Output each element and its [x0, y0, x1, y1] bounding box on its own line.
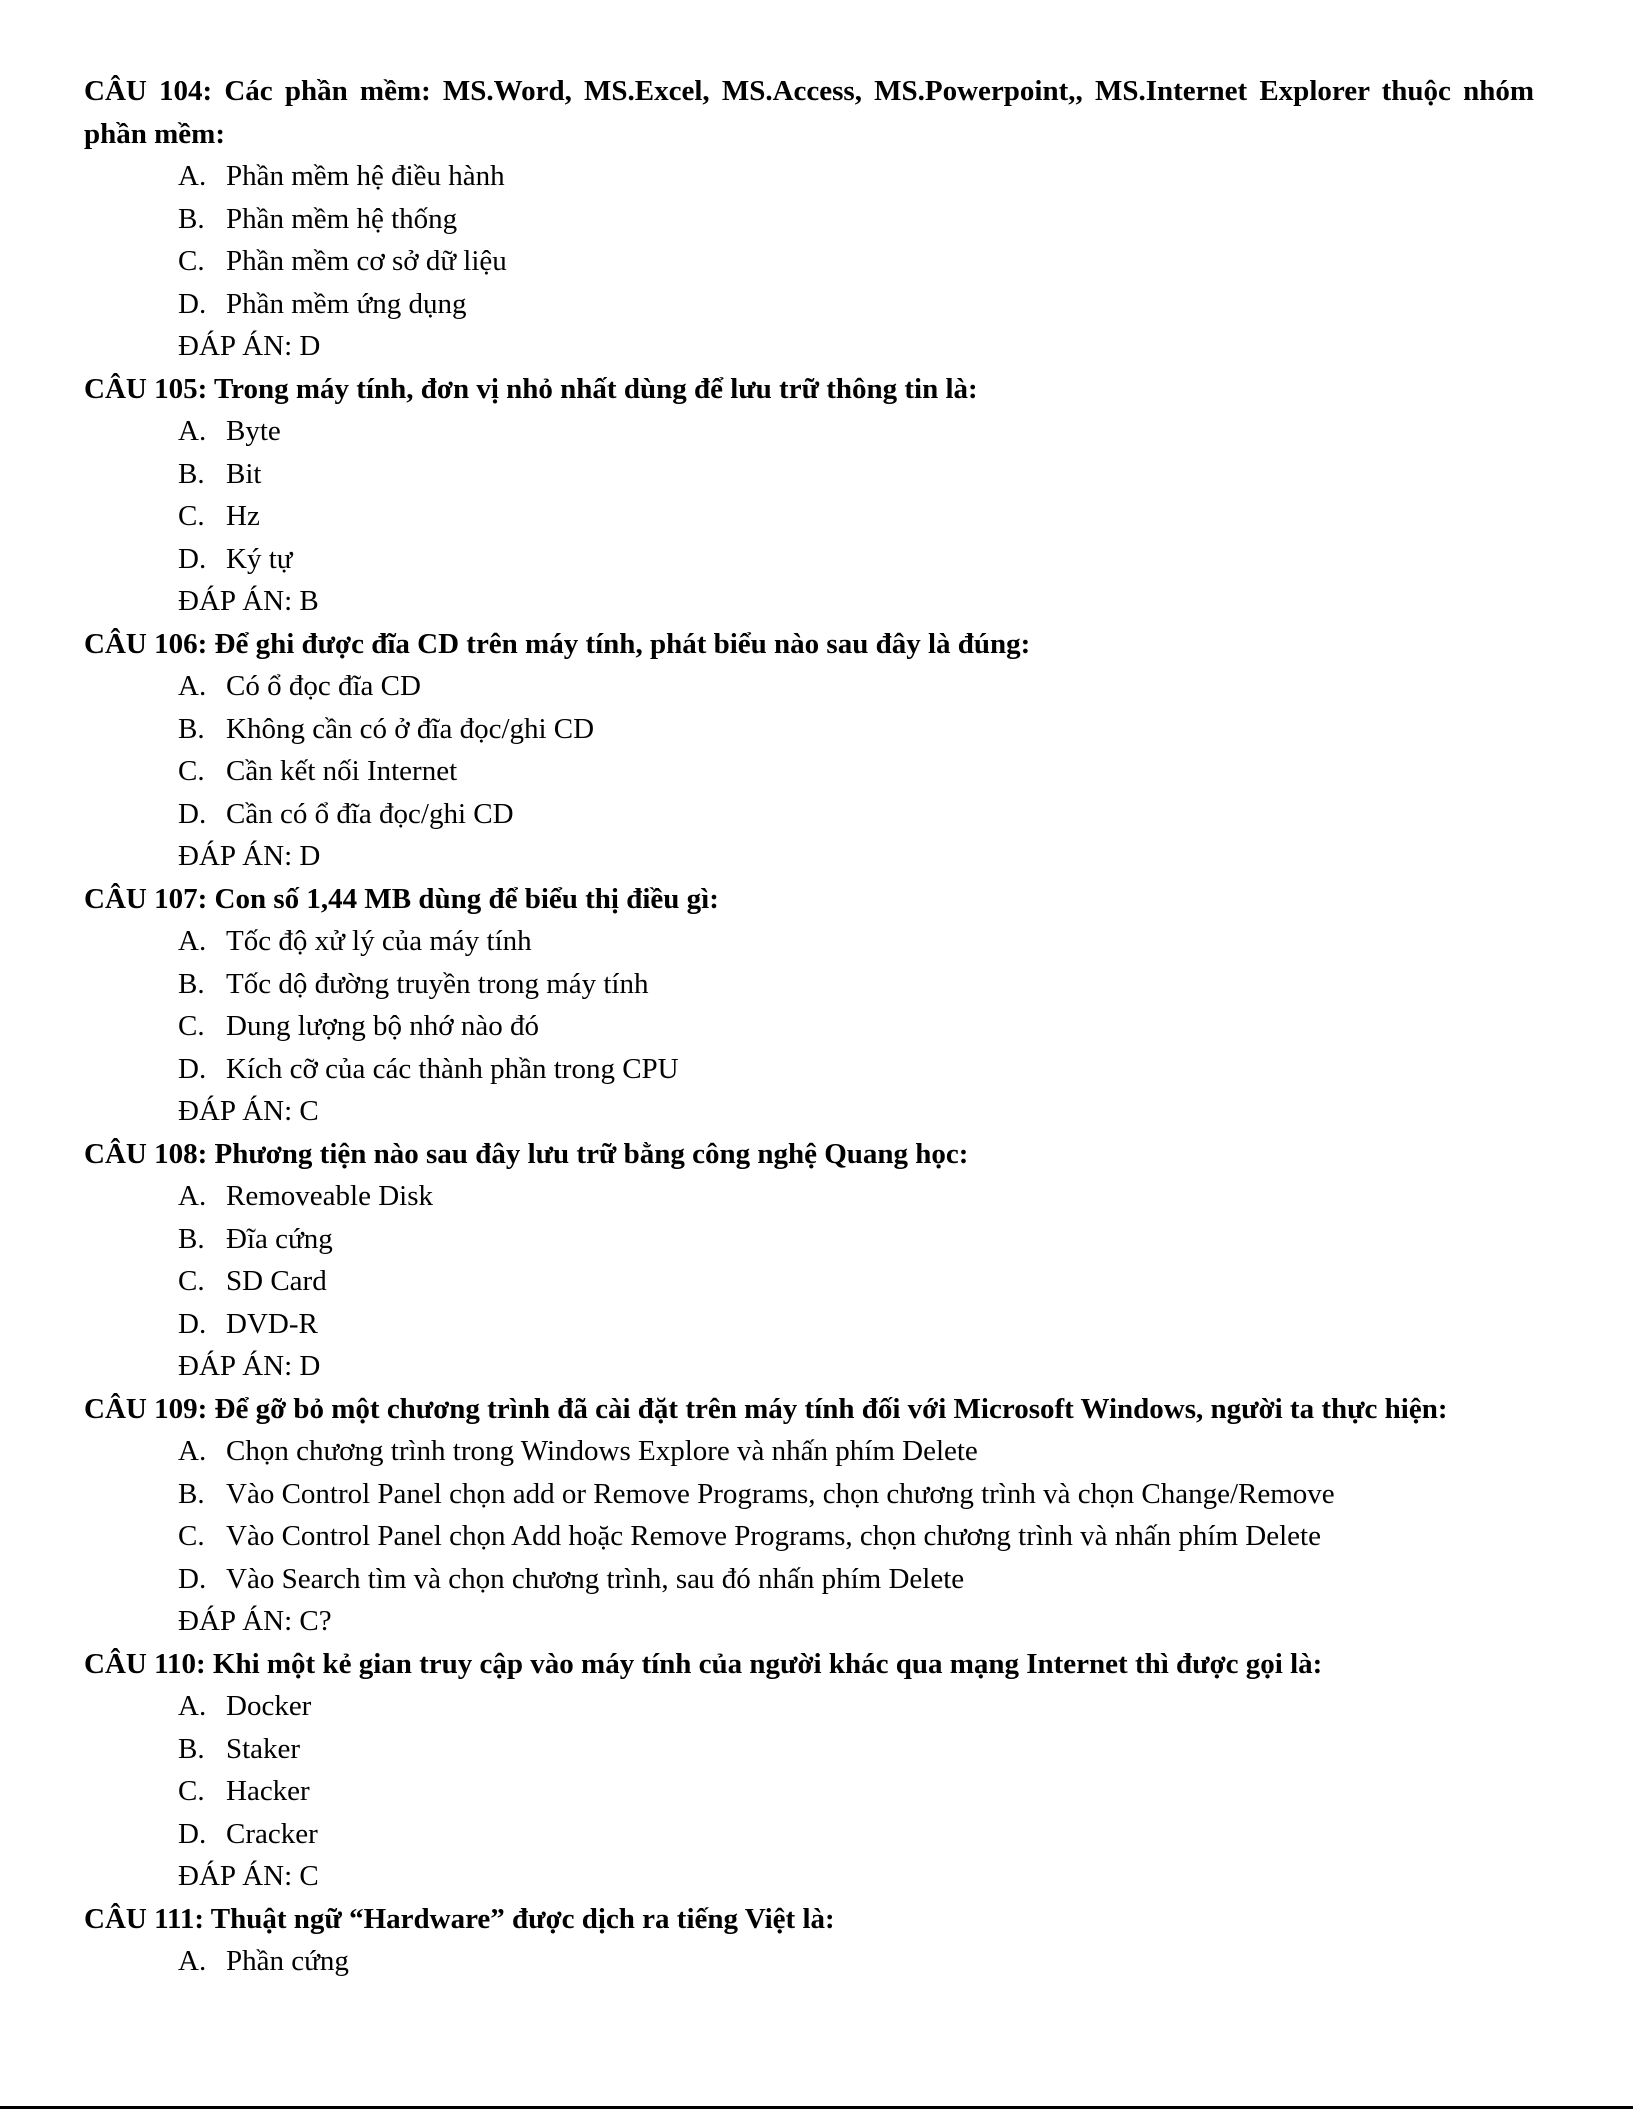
option-text: Vào Search tìm và chọn chương trình, sau đó nhấn phím Delete: [226, 1562, 965, 1595]
question-text: [84, 1898, 1534, 1941]
option-letter: D.: [178, 1562, 207, 1595]
option-b: [178, 1473, 1534, 1516]
option-letter: A.: [178, 1690, 207, 1722]
answer-key: ĐÁP ÁN: C?: [178, 1605, 332, 1637]
option-a: [178, 1430, 1534, 1473]
page-bottom-border: [0, 2106, 1633, 2109]
option-list: [84, 155, 1534, 325]
option-text: Phần cứng: [226, 1945, 349, 1977]
option-b: [178, 1218, 1534, 1261]
option-text: Hacker: [226, 1775, 310, 1807]
option-letter: C.: [178, 245, 205, 277]
option-b: [178, 708, 1534, 751]
option-letter: C.: [178, 755, 205, 787]
option-c: [178, 1005, 1534, 1048]
option-list: [84, 920, 1534, 1090]
option-c: [178, 1260, 1534, 1303]
option-list: [84, 1430, 1534, 1600]
option-b: [178, 1728, 1534, 1771]
option-d: [178, 283, 1534, 326]
option-letter: A.: [178, 160, 207, 192]
question-block: [84, 1388, 1534, 1643]
option-list: [84, 665, 1534, 835]
option-letter: C.: [178, 500, 205, 532]
option-a: [178, 1175, 1534, 1218]
option-text: Ký tự: [226, 542, 293, 575]
question-number: CÂU 111:: [84, 1902, 205, 1935]
answer-key: ĐÁP ÁN: D: [178, 1350, 321, 1382]
option-text: SD Card: [226, 1265, 327, 1297]
answer-key: ĐÁP ÁN: C: [178, 1095, 319, 1127]
option-letter: C.: [178, 1265, 205, 1297]
question-prompt: Thuật ngữ “Hardware” được dịch ra tiếng Việt là:: [210, 1902, 835, 1935]
option-letter: B.: [178, 967, 205, 1000]
option-text: Vào Control Panel chọn Add hoặc Remove Programs, chọn chương trình và nhấn phím Delete: [226, 1520, 1321, 1552]
option-letter: A.: [178, 1180, 207, 1212]
option-text: Phần mềm cơ sở dữ liệu: [226, 245, 507, 277]
option-text: Tốc độ xử lý của máy tính: [226, 925, 532, 957]
question-block: [84, 878, 1534, 1133]
question-number: CÂU 108:: [84, 1137, 208, 1170]
question-prompt: Để gỡ bỏ một chương trình đã cài đặt trên máy tính đối với Microsoft Windows, người ta thực hiện:: [214, 1392, 1448, 1425]
option-text: Dung lượng bộ nhớ nào đó: [226, 1010, 540, 1042]
option-a: [178, 1685, 1534, 1728]
question-block: [84, 623, 1534, 878]
option-letter: B.: [178, 457, 205, 490]
option-letter: D.: [178, 542, 207, 575]
option-letter: A.: [178, 1945, 207, 1977]
question-block: [84, 1643, 1534, 1898]
option-d: [178, 538, 1534, 581]
option-text: Đĩa cứng: [226, 1222, 333, 1255]
option-letter: A.: [178, 1435, 207, 1467]
option-b: [178, 963, 1534, 1006]
option-letter: D.: [178, 1307, 207, 1340]
question-number: CÂU 109:: [84, 1392, 208, 1425]
option-letter: B.: [178, 1477, 205, 1510]
option-letter: B.: [178, 1732, 205, 1765]
answer-key: ĐÁP ÁN: D: [178, 330, 321, 362]
question-number: CÂU 106:: [84, 627, 208, 660]
option-text: Cần có ổ đĩa đọc/ghi CD: [226, 797, 514, 830]
option-text: Byte: [226, 415, 281, 447]
option-text: Chọn chương trình trong Windows Explore và nhấn phím Delete: [226, 1435, 978, 1467]
option-text: Removeable Disk: [226, 1180, 433, 1212]
question-number: CÂU 104:: [84, 75, 213, 107]
option-a: [178, 920, 1534, 963]
option-letter: C.: [178, 1775, 205, 1807]
question-text: [84, 70, 1534, 155]
option-d: [178, 1303, 1534, 1346]
option-text: Tốc dộ đường truyền trong máy tính: [226, 967, 649, 1000]
option-d: [178, 1048, 1534, 1091]
question-prompt: Để ghi được đĩa CD trên máy tính, phát biểu nào sau đây là đúng:: [214, 627, 1031, 660]
option-text: Vào Control Panel chọn add or Remove Programs, chọn chương trình và chọn Change/Remove: [226, 1477, 1335, 1510]
option-letter: B.: [178, 712, 205, 745]
answer-key: ĐÁP ÁN: B: [178, 585, 319, 617]
option-letter: B.: [178, 1222, 205, 1255]
option-text: Docker: [226, 1690, 312, 1722]
option-text: Phần mềm hệ điều hành: [226, 160, 505, 192]
question-text: [84, 878, 1534, 921]
question-prompt: Con số 1,44 MB dùng để biểu thị điều gì:: [214, 882, 719, 915]
option-list: [84, 410, 1534, 580]
question-number: CÂU 110:: [84, 1647, 206, 1680]
question-text: [84, 1388, 1534, 1431]
option-text: Có ổ đọc đĩa CD: [226, 670, 421, 702]
option-text: Không cần có ở đĩa đọc/ghi CD: [226, 712, 595, 745]
question-number: CÂU 105:: [84, 372, 208, 405]
question-block: [84, 368, 1534, 623]
question-block: [84, 1133, 1534, 1388]
option-text: Staker: [226, 1732, 301, 1765]
option-letter: D.: [178, 1052, 207, 1085]
option-d: [178, 793, 1534, 836]
option-a: [178, 155, 1534, 198]
option-text: Hz: [226, 500, 260, 532]
option-d: [178, 1813, 1534, 1856]
option-letter: D.: [178, 797, 207, 830]
question-text: [84, 1643, 1534, 1686]
option-letter: A.: [178, 925, 207, 957]
option-text: Cracker: [226, 1817, 318, 1850]
question-text: [84, 1133, 1534, 1176]
option-a: [178, 665, 1534, 708]
option-a: [178, 1940, 1534, 1983]
answer-key: ĐÁP ÁN: C: [178, 1860, 319, 1892]
option-d: [178, 1558, 1534, 1601]
option-letter: C.: [178, 1520, 205, 1552]
option-letter: D.: [178, 287, 207, 320]
question-prompt: Khi một kẻ gian truy cập vào máy tính của người khác qua mạng Internet thì được gọi là:: [212, 1647, 1323, 1680]
option-c: [178, 240, 1534, 283]
question-prompt: Trong máy tính, đơn vị nhỏ nhất dùng để lưu trữ thông tin là:: [213, 372, 978, 405]
question-text: [84, 368, 1534, 411]
option-text: Kích cỡ của các thành phần trong CPU: [226, 1052, 679, 1085]
option-letter: B.: [178, 202, 205, 235]
option-letter: A.: [178, 670, 207, 702]
question-prompt: Phương tiện nào sau đây lưu trữ bằng công nghệ Quang học:: [214, 1137, 969, 1170]
option-list: [84, 1940, 1534, 1983]
option-b: [178, 453, 1534, 496]
option-list: [84, 1685, 1534, 1855]
option-a: [178, 410, 1534, 453]
option-b: [178, 198, 1534, 241]
option-text: DVD-R: [226, 1307, 318, 1340]
option-c: [178, 1770, 1534, 1813]
answer-key: ĐÁP ÁN: D: [178, 840, 321, 872]
option-letter: C.: [178, 1010, 205, 1042]
question-list: [84, 70, 1534, 1983]
option-letter: D.: [178, 1817, 207, 1850]
option-text: Bit: [226, 457, 262, 490]
option-text: Phần mềm ứng dụng: [226, 287, 467, 320]
question-text: [84, 623, 1534, 666]
question-prompt: Các phần mềm: MS.Word, MS.Excel, MS.Access, MS.Powerpoint,, MS.Internet Explorer thuộc nhóm phần mềm:: [84, 75, 1534, 150]
option-c: [178, 1515, 1534, 1558]
question-block: [84, 1898, 1534, 1983]
question-number: CÂU 107:: [84, 882, 208, 915]
option-text: Phần mềm hệ thống: [226, 202, 458, 235]
question-block: [84, 70, 1534, 368]
option-text: Cần kết nối Internet: [226, 755, 458, 787]
option-letter: A.: [178, 415, 207, 447]
option-list: [84, 1175, 1534, 1345]
option-c: [178, 495, 1534, 538]
option-c: [178, 750, 1534, 793]
